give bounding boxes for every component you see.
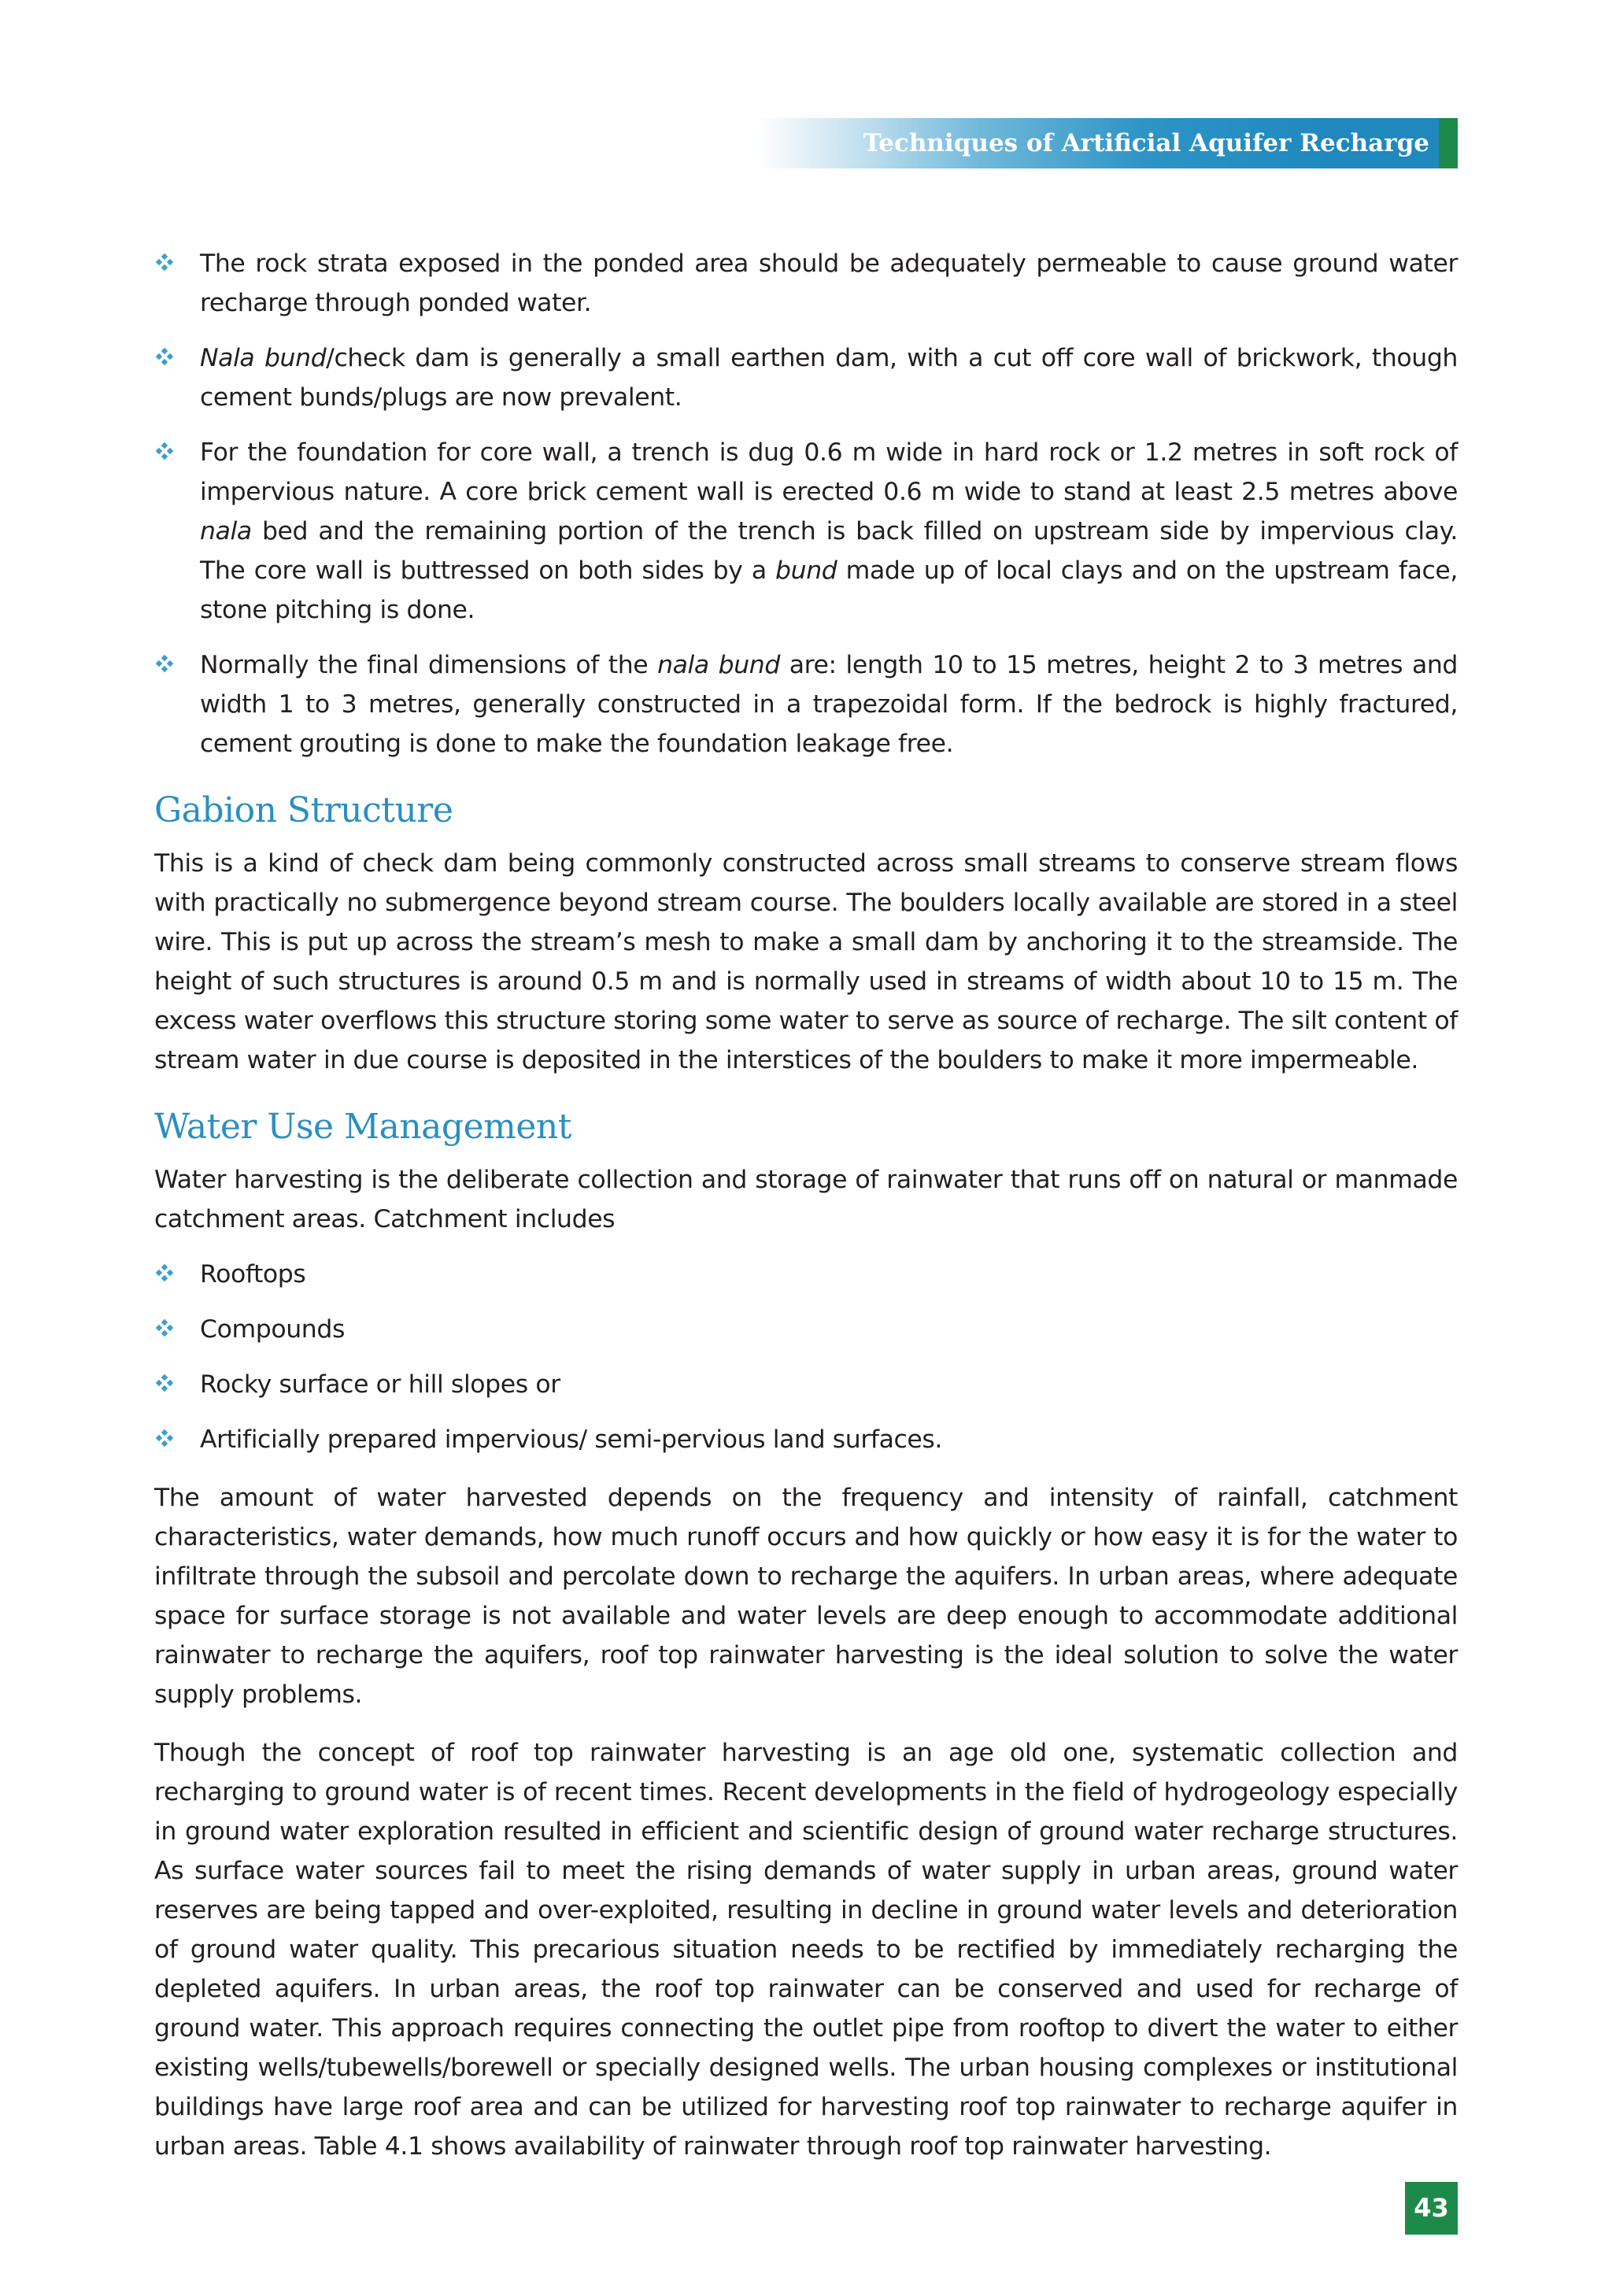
top-bullet-list bbox=[154, 244, 1458, 763]
bullet-text-part: bed and the remaining portion of the trench is back filled on upstream side by impervious clay. The core wall is buttressed on both sides by a bbox=[200, 517, 1458, 585]
italic-term: nala bbox=[200, 517, 252, 545]
diamond-bullet-icon bbox=[156, 655, 173, 672]
diamond-bullet-icon bbox=[156, 253, 173, 271]
list-item bbox=[154, 1310, 1458, 1349]
list-item bbox=[154, 645, 1458, 763]
water-use-paragraph-2: Though the concept of roof top rainwater harvesting is an age old one, systematic collection and recharging to ground water is of recent times. Recent developments in the field of hydrogeology especially in ground water exploration resulted in efficient and scientific design of ground water recharge structures. As surface water sources fail to meet the rising demands of water supply in urban areas, ground water reserves are being tapped and over-exploited, resulting in decline in ground water levels and deterioration of ground water quality. This precarious situation needs to be rectified by immediately recharging the depleted aquifers. In urban areas, the roof top rainwater can be conserved and used for recharge of ground water. This approach requires connecting the outlet pipe from rooftop to divert the water to either existing wells/tubewells/borewell or specially designed wells. The urban housing complexes or institutional buildings have large roof area and can be utilized for harvesting roof top rainwater to recharge aquifer in urban areas. Table 4.1 shows availability of rainwater through roof top rainwater harvesting. bbox=[154, 1739, 1458, 2161]
list-item bbox=[154, 433, 1458, 630]
bullet-text bbox=[200, 433, 1458, 630]
list-item bbox=[154, 244, 1458, 323]
catchment-item-text: Compounds bbox=[200, 1315, 345, 1344]
bullet-text bbox=[200, 645, 1458, 763]
section-heading-gabion: Gabion Structure bbox=[154, 790, 453, 830]
italic-term: bund bbox=[775, 556, 837, 585]
bullet-text-part: made up of local clays and on the upstream face, stone pitching is done. bbox=[200, 556, 1458, 624]
italic-term: Nala bund bbox=[200, 344, 327, 372]
running-header-title: Techniques of Artificial Aquifer Recharge bbox=[863, 129, 1429, 157]
bullet-text bbox=[200, 338, 1458, 417]
list-item bbox=[154, 1420, 1458, 1459]
bullet-text-part: Normally the final dimensions of the bbox=[200, 651, 658, 679]
main-content bbox=[154, 244, 1458, 2166]
bullet-text-part: For the foundation for core wall, a trench is dug 0.6 m wide in hard rock or 1.2 metres in soft rock of impervious nature. A core brick cement wall is erected 0.6 m wide to stand at least 2.5 metres above bbox=[200, 438, 1458, 506]
section-heading-water-use: Water Use Management bbox=[154, 1107, 571, 1147]
italic-term: nala bund bbox=[657, 651, 780, 679]
diamond-bullet-icon bbox=[156, 348, 173, 365]
diamond-bullet-icon bbox=[156, 1319, 173, 1337]
catchment-list bbox=[154, 1255, 1458, 1459]
list-item bbox=[154, 1255, 1458, 1294]
diamond-bullet-icon bbox=[156, 1264, 173, 1281]
water-use-intro: Water harvesting is the deliberate collection and storage of rainwater that runs off on natural or manmade catchment areas. Catchment includes bbox=[154, 1166, 1458, 1233]
gabion-paragraph: This is a kind of check dam being commonly constructed across small streams to conserve stream flows with practically no submergence beyond stream course. The boulders locally available are stored in a steel wire. This is put up across the stream’s mesh to make a small dam by anchoring it to the streamside. The height of such structures is around 0.5 m and is normally used in streams of width about 10 to 15 m. The excess water overflows this structure storing some water to serve as source of recharge. The silt content of stream water in due course is deposited in the interstices of the boulders to make it more impermeable. bbox=[154, 849, 1458, 1074]
catchment-item-text: Artificially prepared impervious/ semi-pervious land surfaces. bbox=[200, 1425, 943, 1454]
diamond-bullet-icon bbox=[156, 1429, 173, 1447]
catchment-item-text: Rooftops bbox=[200, 1260, 306, 1288]
water-use-paragraph-1: The amount of water harvested depends on the frequency and intensity of rainfall, catchment characteristics, water demands, how much runoff occurs and how quickly or how easy it is for the water to infiltrate through the subsoil and percolate down to recharge the aquifers. In urban areas, where adequate space for surface storage is not available and water levels are deep enough to accommodate additional rainwater to recharge the aquifers, roof top rainwater harvesting is the ideal solution to solve the water supply problems. bbox=[154, 1484, 1458, 1709]
diamond-bullet-icon bbox=[156, 442, 173, 460]
list-item bbox=[154, 1365, 1458, 1404]
diamond-bullet-icon bbox=[156, 1374, 173, 1392]
header-accent bbox=[1439, 118, 1458, 168]
bullet-text-body: /check dam is generally a small earthen dam, with a cut off core wall of brickwork, though cement bunds/plugs are now prevalent. bbox=[200, 344, 1458, 412]
page-number: 43 bbox=[1405, 2182, 1458, 2235]
bullet-text-part: are: length 10 to 15 metres, height 2 to 3 metres and width 1 to 3 metres, generally constructed in a trapezoidal form. If the bedrock is highly fractured, cement grouting is done to make the foundation leakage free. bbox=[200, 651, 1459, 758]
bullet-text: The rock strata exposed in the ponded area should be adequately permeable to cause ground water recharge through ponded water. bbox=[200, 250, 1458, 317]
catchment-item-text: Rocky surface or hill slopes or bbox=[200, 1370, 560, 1399]
list-item bbox=[154, 338, 1458, 417]
